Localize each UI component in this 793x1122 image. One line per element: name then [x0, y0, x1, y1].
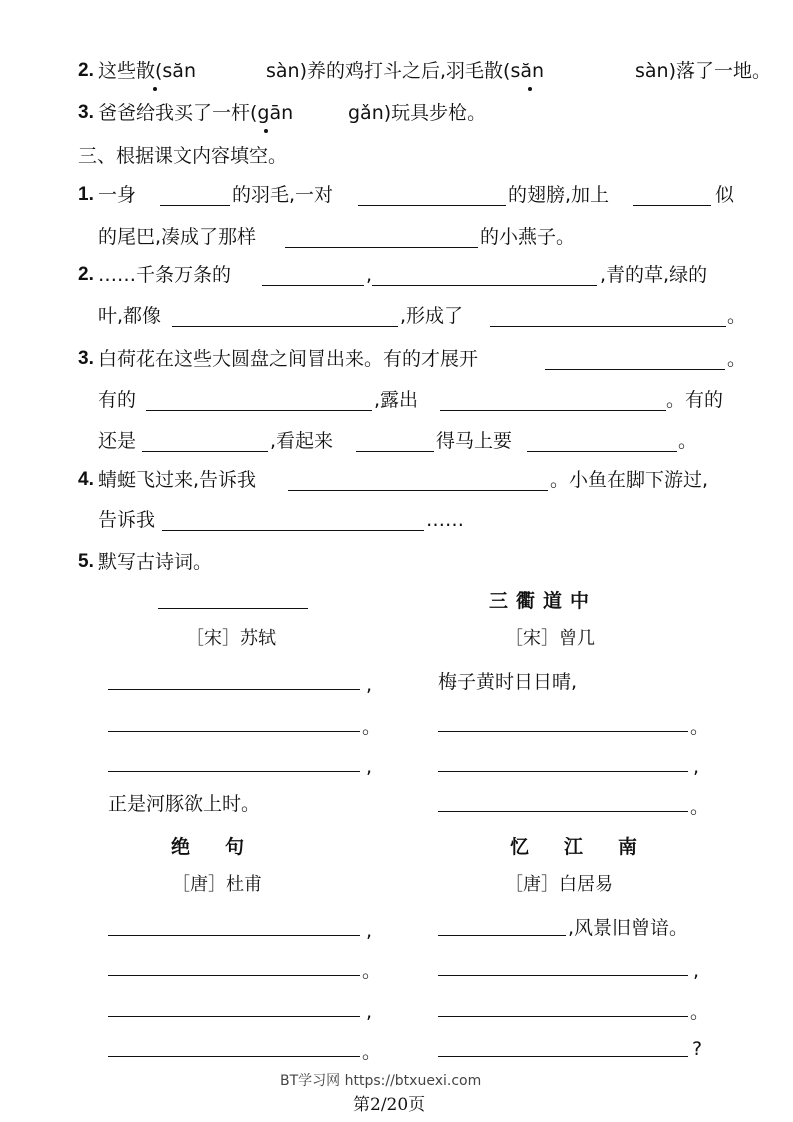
section-heading-line [0, 139, 793, 173]
question-text: 这些散(săn [98, 60, 196, 82]
question-text: 爸爸给我买了一杆(gān [98, 102, 294, 124]
poem-b-line-2 [0, 710, 793, 744]
poem-punctuation: 。 [362, 960, 382, 982]
poem-author: ［唐］白居易 [505, 874, 613, 895]
question-text: 白荷花在这些大圆盘之间冒出来。有的才展开 [98, 348, 479, 370]
question-number: 3. [78, 348, 94, 369]
question-text: 。 [727, 305, 747, 327]
answer-blank[interactable] [438, 771, 688, 772]
poem-punctuation: , [366, 756, 373, 778]
page-number: 第2/20页 [353, 1095, 426, 1115]
question-text: sàn)落了一地。 [635, 60, 771, 82]
answer-blank[interactable] [438, 1056, 688, 1057]
poem-punctuation: , [693, 756, 700, 778]
poem-author: ［宋］苏轼 [186, 628, 276, 649]
answer-blank[interactable] [262, 285, 364, 286]
poem-author: ［宋］曾几 [505, 628, 595, 649]
fill-2-line-1 [0, 258, 793, 292]
poem-punctuation: , [693, 960, 700, 982]
poem-punctuation: 。 [362, 716, 382, 738]
poem-b-line-3 [0, 750, 793, 784]
poem-d-line-4 [0, 1032, 793, 1066]
answer-blank[interactable] [358, 205, 506, 206]
question-text: gǎn)玩具步枪。 [348, 102, 487, 124]
answer-blank[interactable] [438, 935, 566, 936]
question-number: 1. [78, 184, 94, 205]
fill-4-line-1 [0, 463, 793, 497]
question-text: ,露出 [374, 389, 419, 411]
question-text: ,看起来 [270, 430, 334, 452]
question-text: 有的 [98, 389, 137, 411]
question-number: 3. [78, 102, 94, 123]
question-number: 2. [78, 60, 94, 81]
question-text: ,青的草,绿的 [600, 264, 708, 286]
answer-blank[interactable] [288, 490, 548, 491]
question-text: ……千条万条的 [98, 264, 232, 286]
question-text: 。 [678, 430, 698, 452]
question-text: 似 [715, 184, 735, 206]
question-text: 。 [727, 348, 747, 370]
poem-b-line-1 [0, 665, 793, 699]
question-text: 。有的 [666, 389, 724, 411]
question-text: 一身 [98, 184, 137, 206]
answer-blank[interactable] [285, 247, 478, 248]
poem-punctuation: ? [692, 1038, 703, 1060]
answer-blank[interactable] [172, 326, 398, 327]
emphasis-dot [264, 129, 268, 133]
question-text: 的尾巴,凑成了那样 [98, 226, 257, 248]
poem-d-title-line [0, 830, 793, 864]
answer-blank[interactable] [545, 369, 725, 370]
poem-author: ［唐］杜甫 [172, 874, 262, 895]
poem-punctuation: 。 [690, 716, 710, 738]
poem-punctuation: 。 [690, 796, 710, 818]
poem-b-title-line [0, 584, 793, 618]
answer-blank[interactable] [356, 451, 434, 452]
poem-d-line-1 [0, 911, 793, 945]
question-number: 4. [78, 469, 94, 490]
emphasis-dot [153, 87, 157, 91]
fill-3-line-3 [0, 424, 793, 458]
poem-title: 绝 句 [171, 836, 253, 858]
question-text: 还是 [98, 430, 137, 452]
poem-b-author-line [0, 622, 793, 656]
question-2-line [0, 54, 793, 88]
emphasis-dot [528, 87, 532, 91]
answer-blank[interactable] [160, 205, 230, 206]
poem-b-line-4 [0, 790, 793, 824]
question-text: 的羽毛,一对 [232, 184, 334, 206]
question-text: 叶,都像 [98, 305, 162, 327]
poem-text: 正是河豚欲上时。 [108, 793, 261, 815]
poem-title: 三衢道中 [489, 590, 598, 612]
answer-blank[interactable] [440, 410, 666, 411]
question-text: …… [426, 509, 464, 531]
answer-blank[interactable] [438, 731, 688, 732]
footer-site: BT学习网 https://btxuexi.com [280, 1073, 482, 1089]
poem-d-line-3 [0, 995, 793, 1029]
section-heading: 三、根据课文内容填空。 [78, 145, 288, 167]
poem-d-line-2 [0, 954, 793, 988]
fill-1-line-2 [0, 220, 793, 254]
fill-1-line-1 [0, 178, 793, 212]
fill-4-line-2 [0, 503, 793, 537]
question-text: 得马上要 [436, 430, 513, 452]
answer-blank[interactable] [438, 975, 688, 976]
poem-d-author-line [0, 868, 793, 902]
fill-3-line-1 [0, 342, 793, 376]
answer-blank[interactable] [146, 410, 372, 411]
question-text: 的小燕子。 [480, 226, 576, 248]
poem-punctuation: , [366, 1001, 373, 1023]
question-text: 。小鱼在脚下游过, [550, 469, 709, 491]
answer-blank[interactable] [490, 326, 726, 327]
poem-punctuation: , [366, 674, 373, 696]
question-text: 默写古诗词。 [98, 551, 213, 573]
answer-blank[interactable] [438, 1016, 688, 1017]
answer-blank[interactable] [162, 530, 424, 531]
question-text: , [366, 264, 373, 286]
answer-blank[interactable] [438, 811, 688, 812]
question-text: 告诉我 [98, 509, 156, 531]
answer-blank[interactable] [527, 451, 677, 452]
question-text: 的翅膀,加上 [508, 184, 610, 206]
question-number: 2. [78, 264, 94, 285]
answer-blank[interactable] [142, 451, 268, 452]
poem-text: 梅子黄时日日晴, [438, 671, 578, 693]
question-number: 5. [78, 551, 94, 572]
question-text: 蜻蜓飞过来,告诉我 [98, 469, 257, 491]
question-text: sàn)养的鸡打斗之后,羽毛散(săn [266, 60, 545, 82]
fill-2-line-2 [0, 299, 793, 333]
question-text: ,形成了 [400, 305, 464, 327]
poem-punctuation: 。 [690, 1001, 710, 1023]
question-3-line [0, 96, 793, 130]
poem-text: ,风景旧曾谙。 [568, 917, 689, 939]
answer-blank[interactable] [372, 285, 597, 286]
poem-punctuation: , [366, 920, 373, 942]
fill-5-line [0, 545, 793, 579]
fill-3-line-2 [0, 383, 793, 417]
poem-title: 忆 江 南 [510, 836, 646, 858]
answer-blank[interactable] [633, 205, 711, 206]
poem-punctuation: 。 [362, 1041, 382, 1063]
